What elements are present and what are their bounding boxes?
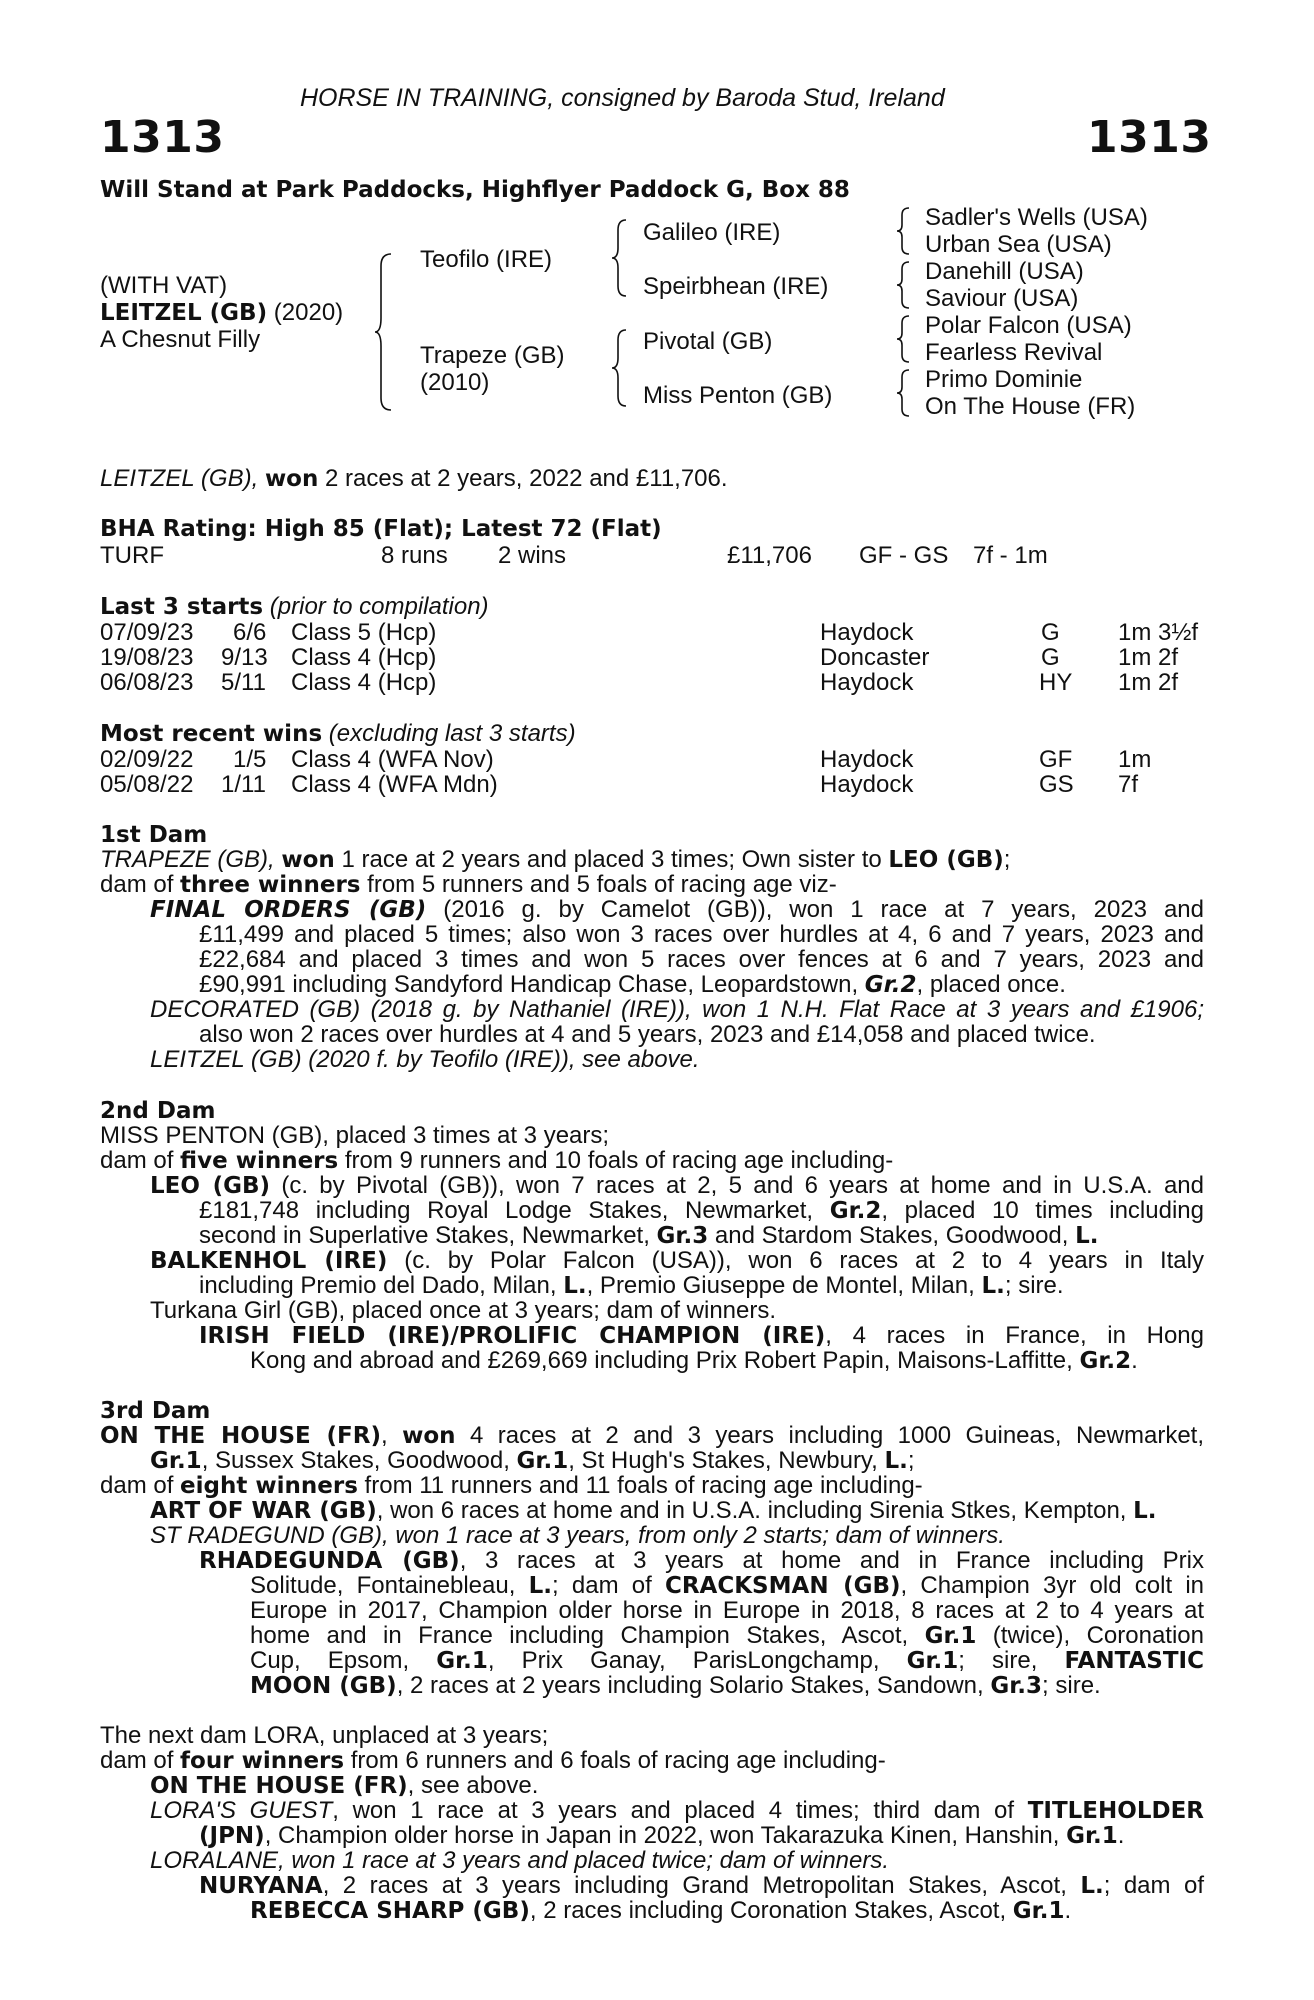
grade: Gr.1	[436, 1648, 488, 1674]
progeny-irish-field-1	[199, 1323, 1204, 1350]
progeny-nuryana-1	[199, 1873, 1204, 1900]
grade: L.	[1075, 1223, 1099, 1249]
next-dam-line-2	[100, 1748, 886, 1775]
text: from 6 runners and 6 foals of racing age including-	[344, 1747, 886, 1774]
text: , 2 races at 3 years including Grand Metropolitan Stakes, Ascot,	[322, 1872, 1081, 1899]
dam-name: ON THE HOUSE (FR)	[100, 1423, 381, 1449]
table-cell: Class 4 (WFA Mdn)	[291, 771, 498, 798]
recent-wins-heading	[100, 720, 576, 748]
horse-ref: LEO (GB)	[888, 847, 1004, 873]
second-dam-line-2	[100, 1148, 893, 1175]
rating-prize: £11,706	[727, 542, 812, 569]
third-dam-line-1	[100, 1423, 1204, 1450]
text: ; sire.	[1004, 1272, 1064, 1299]
first-dam-line-2	[100, 872, 837, 899]
table-cell: 1m	[1118, 746, 1152, 773]
great-grandsire-4: Saviour (USA)	[925, 285, 1079, 312]
text: and Stardom Stakes, Goodwood,	[708, 1222, 1076, 1249]
sep: ,	[268, 846, 282, 873]
text: dam of	[100, 1472, 181, 1499]
text: £181,748 including Royal Lodge Stakes, Newmarket,	[199, 1197, 830, 1224]
text: dam of	[100, 1747, 181, 1774]
table-cell: G	[1041, 644, 1060, 671]
progeny-final-orders-3: £22,684 and placed 3 times and won 5 races over fences at 6 and 7 years, 2023 and	[199, 946, 1204, 973]
rating-wins: 2 wins	[498, 542, 567, 569]
text: , 4 races in France, in Hong	[825, 1322, 1204, 1349]
text: , won 1 race at 3 years and placed 4 times; third dam of	[332, 1797, 1028, 1824]
grade: L.	[1133, 1498, 1157, 1524]
great-grandsire-7: Primo Dominie	[925, 366, 1083, 393]
horse-description: A Chesnut Filly	[100, 326, 261, 353]
table-cell: 9/13	[221, 644, 268, 671]
recent-wins-title: Most recent wins	[100, 721, 323, 747]
text: ; dam of	[552, 1572, 665, 1599]
rating-surface: TURF	[100, 542, 164, 569]
grade: Gr.3	[990, 1673, 1043, 1699]
progeny-decorated-1: DECORATED (GB) (2018 g. by Nathaniel (IRE)), won 1 N.H. Flat Race at 3 years and £1906;	[150, 996, 1204, 1023]
dam-year: (2010)	[420, 369, 490, 396]
third-dam-line-3	[100, 1473, 923, 1500]
great-grandsire-8: On The House (FR)	[925, 393, 1136, 420]
won-label: won	[281, 847, 335, 873]
rating-distance: 7f - 1m	[973, 542, 1048, 569]
table-cell: Class 4 (Hcp)	[291, 644, 437, 671]
pedigree-brace-gg1	[897, 206, 913, 256]
grade: L.	[981, 1273, 1005, 1299]
text: (c. by Polar Falcon (USA)), won 6 races at 2 to 4 years in Italy	[387, 1247, 1204, 1274]
grade: Gr.2	[864, 972, 917, 998]
horse-ref: CRACKSMAN (GB)	[664, 1573, 901, 1599]
table-cell: Haydock	[820, 619, 914, 646]
progeny-balkenhol-1	[150, 1248, 1204, 1275]
progeny-balkenhol-2	[199, 1273, 1064, 1300]
pedigree-brace-main	[375, 252, 395, 412]
third-dam-line-2	[150, 1448, 915, 1475]
dam: Trapeze (GB)	[420, 342, 565, 369]
progeny-leitzel: LEITZEL (GB) (2020 f. by Teofilo (IRE)), see above.	[150, 1046, 700, 1073]
pedigree-brace-gg4	[897, 368, 913, 418]
horse-ref: FINAL ORDERS (GB)	[150, 897, 427, 923]
horse-ref: NURYANA	[199, 1873, 323, 1899]
progeny-loras-guest-2	[199, 1823, 1124, 1850]
pedigree-brace-dam	[612, 328, 630, 408]
table-cell: 5/11	[221, 669, 266, 696]
progeny-on-the-house	[150, 1773, 538, 1800]
lot-number-right: 1313	[1087, 112, 1212, 163]
race-summary	[100, 466, 728, 493]
table-cell: Doncaster	[820, 644, 930, 671]
progeny-rhadegunda-3: Europe in 2017, Champion older horse in Europe in 2018, 8 races at 2 to 4 years at	[250, 1597, 1204, 1624]
winners-count: five winners	[180, 1148, 339, 1174]
great-grandsire-1: Sadler's Wells (USA)	[925, 204, 1148, 231]
text: , Champion 3yr old colt in	[900, 1572, 1204, 1599]
summary-won: won	[264, 466, 319, 492]
table-cell: 6/6	[233, 619, 267, 646]
progeny-st-radegund: ST RADEGUND (GB), won 1 race at 3 years, from only 2 starts; dam of winners.	[150, 1522, 1005, 1549]
great-grandsire-3: Danehill (USA)	[925, 258, 1084, 285]
progeny-decorated-2: also won 2 races over hurdles at 4 and 5 years, 2023 and £14,058 and placed twice.	[199, 1021, 1096, 1048]
table-cell: 7f	[1118, 771, 1139, 798]
horse-ref: ON THE HOUSE (FR)	[150, 1773, 408, 1799]
vat-note: (WITH VAT)	[100, 272, 228, 299]
table-cell: HY	[1039, 669, 1073, 696]
text: ; sire.	[1042, 1672, 1101, 1699]
stand-location: Will Stand at Park Paddocks, Highflyer Paddock G, Box 88	[100, 177, 850, 203]
text: (twice), Coronation	[976, 1622, 1204, 1649]
text: from 11 runners and 11 foals of racing age including-	[357, 1472, 923, 1499]
progeny-rhadegunda-6	[250, 1673, 1101, 1700]
progeny-loralane: LORALANE, won 1 race at 3 years and placed twice; dam of winners.	[150, 1847, 890, 1874]
first-dam-line-1	[100, 847, 1010, 874]
horse-ref: REBECCA SHARP (GB)	[250, 1898, 530, 1924]
text: second in Superlative Stakes, Newmarket,	[199, 1222, 657, 1249]
horse-ref: (JPN)	[199, 1823, 265, 1849]
pedigree-brace-gg2	[897, 260, 913, 310]
text: ; dam of	[1103, 1872, 1204, 1899]
text: , Premio Giuseppe de Montel, Milan,	[586, 1272, 982, 1299]
horse-name-line	[100, 299, 343, 327]
progeny-leo-2	[199, 1198, 1204, 1225]
text: (c. by Pivotal (GB)), won 7 races at 2, 5 and 6 years at home and in U.S.A. and	[270, 1172, 1205, 1199]
great-grandsire-6: Fearless Revival	[925, 339, 1103, 366]
summary-name: LEITZEL (GB)	[100, 465, 252, 492]
text: Solitude, Fontainebleau,	[250, 1572, 529, 1599]
table-cell: 05/08/22	[100, 771, 194, 798]
table-cell: GS	[1039, 771, 1074, 798]
text: , St Hugh's Stakes, Newbury,	[568, 1447, 885, 1474]
pedigree-brace-gg3	[897, 314, 913, 364]
text: .	[1064, 1897, 1072, 1924]
grade: Gr.3	[656, 1223, 709, 1249]
catalogue-subtitle: HORSE IN TRAINING, consigned by Baroda Stud, Ireland	[300, 84, 945, 112]
grade: L.	[528, 1573, 552, 1599]
horse-ref: RHADEGUNDA (GB)	[199, 1548, 460, 1574]
grandsire-4: Miss Penton (GB)	[643, 382, 833, 409]
grandsire-3: Pivotal (GB)	[643, 328, 773, 355]
third-dam-heading: 3rd Dam	[100, 1398, 211, 1424]
won-label: won	[402, 1423, 456, 1449]
table-cell: 1m 3½f	[1118, 619, 1199, 646]
text: home and in France including Champion Stakes, Ascot,	[250, 1622, 925, 1649]
text: from 9 runners and 10 foals of racing age including-	[338, 1147, 894, 1174]
table-cell: 1m 2f	[1118, 669, 1179, 696]
table-cell: G	[1041, 619, 1060, 646]
table-cell: 06/08/23	[100, 669, 194, 696]
text: including Premio del Dado, Milan,	[199, 1272, 564, 1299]
text: , Champion older horse in Japan in 2022, won Takarazuka Kinen, Hanshin,	[264, 1822, 1067, 1849]
text: £90,991 including Sandyford Handicap Chase, Leopardstown,	[199, 971, 865, 998]
horse-ref: BALKENHOL (IRE)	[150, 1248, 388, 1274]
summary-rest: 2 races at 2 years, 2022 and £11,706.	[318, 465, 728, 492]
winners-count: eight winners	[180, 1473, 358, 1499]
grade: Gr.2	[1079, 1348, 1132, 1374]
horse-ref: LORA'S GUEST	[150, 1797, 333, 1824]
progeny-final-orders-4	[199, 972, 1066, 999]
grade: Gr.1	[924, 1623, 977, 1649]
text: .	[1131, 1347, 1138, 1374]
grandsire-1: Galileo (IRE)	[643, 219, 781, 246]
text: , see above.	[407, 1772, 539, 1799]
second-dam-line-1: MISS PENTON (GB), placed 3 times at 3 years;	[100, 1122, 610, 1149]
horse-year: (2020)	[267, 299, 344, 326]
progeny-art-of-war	[150, 1498, 1157, 1525]
pedigree-brace-sire	[612, 218, 630, 298]
text: , won 6 races at home and in U.S.A. including Sirenia Stkes, Kempton,	[376, 1497, 1134, 1524]
table-cell: Haydock	[820, 669, 914, 696]
last-starts-heading	[100, 593, 489, 621]
text: , Sussex Stakes, Goodwood,	[201, 1447, 517, 1474]
text: Cup, Epsom,	[250, 1647, 437, 1674]
grade: Gr.2	[829, 1198, 882, 1224]
lot-number-left: 1313	[100, 112, 225, 163]
progeny-rhadegunda-2	[250, 1573, 1204, 1600]
table-cell: 1m 2f	[1118, 644, 1179, 671]
progeny-loras-guest-1	[150, 1798, 1204, 1825]
text: dam of	[100, 871, 181, 898]
text: , 2 races at 2 years including Solario Stakes, Sandown,	[396, 1672, 991, 1699]
progeny-rhadegunda-5	[250, 1648, 1204, 1675]
table-cell: Class 4 (WFA Nov)	[291, 746, 494, 773]
text: from 5 runners and 5 foals of racing age viz-	[360, 871, 837, 898]
text: , 2 races including Coronation Stakes, Ascot,	[529, 1897, 1013, 1924]
winners-count: four winners	[180, 1748, 345, 1774]
progeny-rhadegunda-1	[199, 1548, 1204, 1575]
horse-ref: LEO (GB)	[150, 1173, 271, 1199]
winners-count: three winners	[180, 872, 361, 898]
table-cell: 19/08/23	[100, 644, 194, 671]
grade: Gr.1	[906, 1648, 959, 1674]
sire: Teofilo (IRE)	[420, 246, 553, 273]
text: (2016 g. by Camelot (GB)), won 1 race at 7 years, 2023 and	[426, 896, 1205, 923]
table-cell: Class 4 (Hcp)	[291, 669, 437, 696]
summary-sep: ,	[251, 465, 265, 492]
progeny-final-orders-2: £11,499 and placed 5 times; also won 3 races over hurdles at 4, 6 and 7 years, 2023 and	[199, 921, 1204, 948]
text: 1 race at 2 years and placed 3 times; Own sister to	[334, 846, 889, 873]
grade: Gr.1	[516, 1448, 569, 1474]
great-grandsire-5: Polar Falcon (USA)	[925, 312, 1132, 339]
progeny-final-orders-1	[150, 897, 1204, 924]
text: dam of	[100, 1147, 181, 1174]
table-cell: 07/09/23	[100, 619, 194, 646]
table-cell: 1/5	[233, 746, 267, 773]
progeny-nuryana-2	[250, 1898, 1071, 1925]
last-starts-note: (prior to compilation)	[263, 593, 489, 620]
text: , placed 10 times including	[881, 1197, 1204, 1224]
table-cell: Class 5 (Hcp)	[291, 619, 437, 646]
recent-wins-note: (excluding last 3 starts)	[322, 720, 576, 747]
grade: L.	[884, 1448, 908, 1474]
text: ;	[1003, 846, 1011, 873]
horse-name: LEITZEL (GB)	[100, 300, 268, 326]
text: Kong and abroad and £269,669 including Prix Robert Papin, Maisons-Laffitte,	[250, 1347, 1080, 1374]
text: , Prix Ganay, ParisLongchamp,	[487, 1647, 907, 1674]
table-cell: Haydock	[820, 746, 914, 773]
second-dam-heading: 2nd Dam	[100, 1098, 216, 1124]
progeny-turkana-girl: Turkana Girl (GB), placed once at 3 years; dam of winners.	[150, 1297, 777, 1324]
horse-ref: MOON (GB)	[250, 1673, 397, 1699]
grade: L.	[1080, 1873, 1104, 1899]
dam-name: TRAPEZE (GB)	[100, 846, 269, 873]
grade: Gr.1	[150, 1448, 202, 1474]
progeny-leo-1	[150, 1173, 1204, 1200]
great-grandsire-2: Urban Sea (USA)	[925, 231, 1112, 258]
table-cell: 1/11	[221, 771, 266, 798]
grandsire-2: Speirbhean (IRE)	[643, 273, 829, 300]
horse-ref: IRISH FIELD (IRE)/PROLIFIC CHAMPION (IRE)	[199, 1323, 826, 1349]
progeny-irish-field-2	[250, 1348, 1138, 1375]
text: ; sire,	[958, 1647, 1065, 1674]
progeny-rhadegunda-4	[250, 1623, 1204, 1650]
next-dam-line-1: The next dam LORA, unplaced at 3 years;	[100, 1722, 549, 1749]
text: ;	[907, 1447, 915, 1474]
text: 4 races at 2 and 3 years including 1000 Guineas, Newmarket,	[455, 1422, 1204, 1449]
horse-ref: FANTASTIC	[1064, 1648, 1204, 1674]
grade: L.	[563, 1273, 587, 1299]
text: .	[1117, 1822, 1125, 1849]
horse-ref: ART OF WAR (GB)	[150, 1498, 377, 1524]
last-starts-title: Last 3 starts	[100, 594, 264, 620]
sep: ,	[380, 1422, 403, 1449]
progeny-leo-3	[199, 1223, 1099, 1250]
bha-rating: BHA Rating: High 85 (Flat); Latest 72 (Flat)	[100, 516, 662, 542]
horse-ref: TITLEHOLDER	[1027, 1798, 1204, 1824]
table-cell: 02/09/22	[100, 746, 194, 773]
rating-runs: 8 runs	[381, 542, 448, 569]
table-cell: Haydock	[820, 771, 914, 798]
rating-going: GF - GS	[859, 542, 949, 569]
text: , 3 races at 3 years at home and in France including Prix	[459, 1547, 1204, 1574]
text: , placed once.	[916, 971, 1066, 998]
table-cell: GF	[1039, 746, 1073, 773]
grade: Gr.1	[1012, 1898, 1065, 1924]
grade: Gr.1	[1066, 1823, 1118, 1849]
first-dam-heading: 1st Dam	[100, 822, 208, 848]
